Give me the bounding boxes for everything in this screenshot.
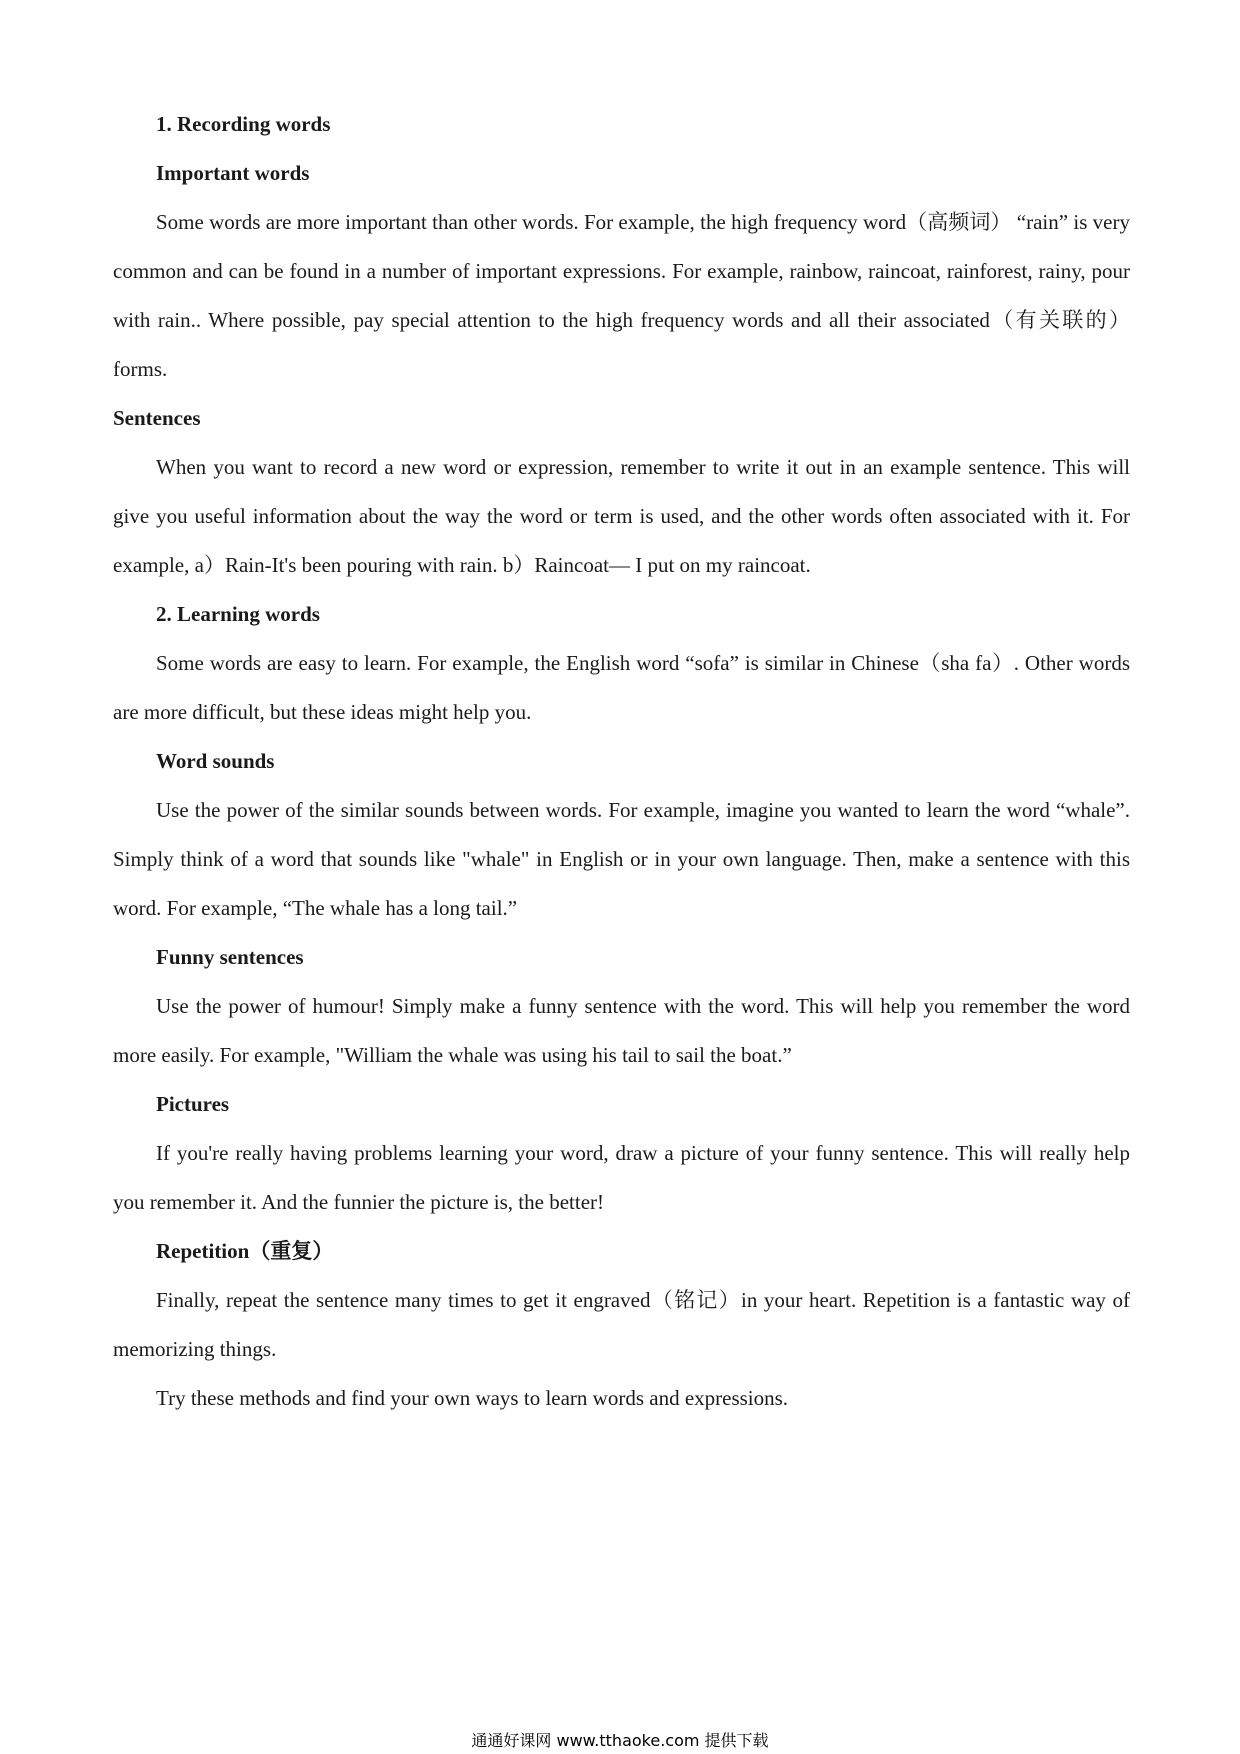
word-sounds-heading: Word sounds [156,749,275,773]
sentences-paragraph: When you want to record a new word or expression, remember to write it out in an example sentence. This will give you useful information about the way the word or term is used, and the other words often associated with it. For example, a）Rain-It's been pouring with rain. b）Raincoat— I put on my raincoat. [113,455,1130,577]
closing-sentence: Try these methods and find your own ways to learn words and expressions. [156,1386,789,1410]
word-sounds-paragraph: Use the power of the similar sounds between words. For example, imagine you wanted to learn the word “whale”. Simply think of a word that sounds like "whale" in English or in your own language. Then, make a sentence with this word. For example, “The whale has a long tail.” [113,798,1130,920]
pictures-paragraph: If you're really having problems learning your word, draw a picture of your funny sentence. This will really help you remember it. And the funnier the picture is, the better! [113,1141,1130,1214]
pictures-heading: Pictures [156,1092,230,1116]
page-footer: 通通好课网 www.tthaoke.com 提供下载 [471,1731,769,1750]
important-words-paragraph: Some words are more important than other words. For example, the high frequency word（高频词） “rain” is very common and can be found in a number of important expressions. For example, rainbow, raincoat, rainforest, rainy, pour with rain.. Where possible, pay special attention to the high frequency words and all their associated（有关联的）forms. [113,210,1130,381]
sentences-heading: Sentences [113,406,201,430]
section1-title: 1. Recording words [156,112,331,136]
important-words-heading: Important words [156,161,310,185]
section2-title: 2. Learning words [156,602,320,626]
repetition-heading: Repetition（重复） [156,1239,334,1263]
repetition-paragraph: Finally, repeat the sentence many times to get it engraved（铭记）in your heart. Repetition is a fantastic way of memorizing things. [113,1288,1130,1361]
funny-sentences-paragraph: Use the power of humour! Simply make a funny sentence with the word. This will help you remember the word more easily. For example, "William the whale was using his tail to sail the boat.” [113,994,1130,1067]
funny-sentences-heading: Funny sentences [156,945,304,969]
document-page [113,100,1130,1423]
learning-words-intro: Some words are easy to learn. For example, the English word “sofa” is similar in Chinese（sha fa）. Other words are more difficult, but these ideas might help you. [113,651,1130,724]
